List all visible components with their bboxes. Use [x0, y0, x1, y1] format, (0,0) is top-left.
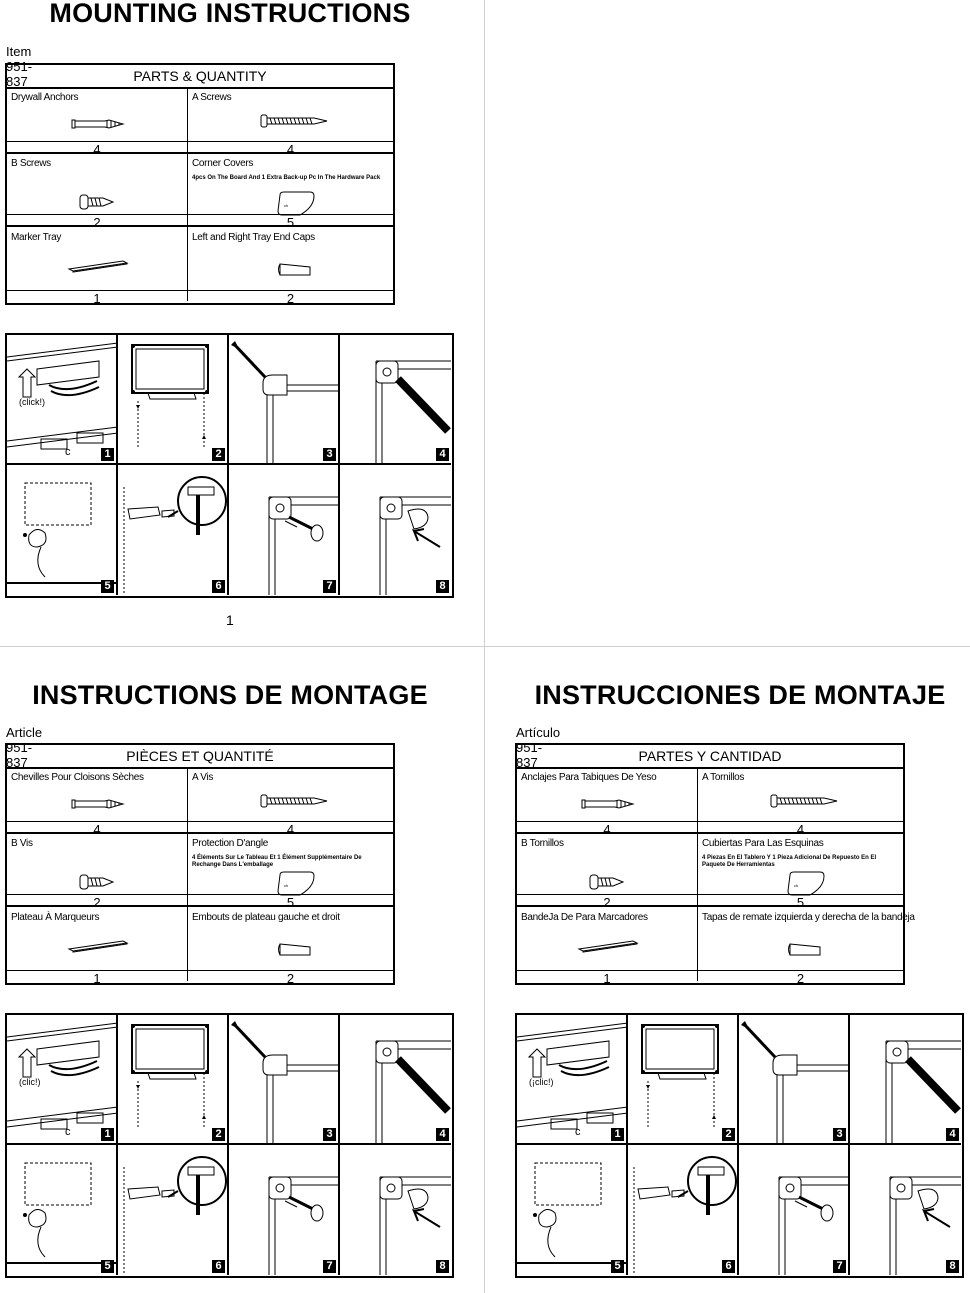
tray-end-caps-label: Tapas de remate izquierda y derecha de la bandeja	[702, 912, 915, 923]
parts-row	[7, 767, 393, 837]
step-4-diagram	[340, 335, 451, 465]
step-8-diagram	[340, 465, 451, 595]
horizontal-divider	[0, 646, 970, 647]
item-number: Article 951-837	[6, 725, 43, 770]
tray-icon	[67, 259, 129, 278]
step-diagrams	[5, 1013, 454, 1278]
a-screws-quantity: 4	[796, 822, 805, 837]
step-number: 7	[833, 1260, 846, 1273]
drywall-anchors-cell	[7, 87, 188, 157]
step-6-diagram	[628, 1145, 739, 1275]
corner-covers-cell	[188, 153, 393, 230]
step-1-diagram	[7, 335, 118, 465]
drywall-anchors-quantity: 4	[93, 142, 101, 157]
step-5-diagram	[517, 1145, 628, 1275]
svg-text:c: c	[575, 1126, 581, 1138]
tray-end-caps-quantity: 2	[796, 971, 805, 986]
step-3-diagram	[739, 1015, 850, 1145]
step-number: 1	[101, 448, 114, 461]
step-number: 8	[946, 1260, 959, 1273]
step-number: 2	[212, 448, 225, 461]
svg-text:ch: ch	[794, 883, 799, 888]
step-5-diagram	[7, 1145, 118, 1275]
step-diagrams	[515, 1013, 964, 1278]
endcap-icon	[276, 261, 316, 282]
parts-row	[7, 907, 393, 986]
step-7-diagram	[229, 1145, 340, 1275]
anchor-icon	[71, 117, 127, 136]
marker-tray-cell	[7, 907, 188, 986]
parts-row	[7, 227, 393, 306]
step-4-diagram	[340, 1015, 451, 1145]
step-number: 8	[436, 580, 449, 593]
step-5-diagram	[7, 465, 118, 595]
marker-tray-quantity: 1	[93, 291, 101, 306]
step-number: 1	[101, 1128, 114, 1141]
screwA-icon	[770, 793, 840, 814]
step-6-diagram	[118, 1145, 229, 1275]
corner-covers-quantity: 5	[286, 215, 295, 230]
corner-covers-label: Cubiertas Para Las Esquinas	[702, 838, 824, 849]
step-7-diagram	[739, 1145, 850, 1275]
svg-text:ch: ch	[284, 883, 289, 888]
tray-icon	[577, 939, 639, 958]
corner-covers-cell	[188, 833, 393, 910]
a-screws-label: A Screws	[192, 92, 232, 103]
step-4-diagram	[850, 1015, 961, 1145]
marker-tray-quantity: 1	[93, 971, 101, 986]
marker-tray-label: Plateau À Marqueurs	[11, 912, 100, 923]
parts-row	[7, 153, 393, 230]
step-7-diagram	[229, 465, 340, 595]
drywall-anchors-label: Anclajes Para Tabiques De Yeso	[521, 772, 657, 783]
a-screws-cell	[188, 767, 393, 837]
page-title: INSTRUCCIONES DE MONTAJE	[534, 680, 946, 710]
screwA-icon	[260, 793, 330, 814]
anchor-icon	[71, 797, 127, 816]
corner-covers-label: Corner Covers	[192, 158, 254, 169]
b-screws-quantity: 2	[603, 895, 611, 910]
corner-covers-label: Protection D'angle	[192, 838, 269, 849]
parts-table-header: PARTS & QUANTITY	[7, 65, 393, 89]
parts-row	[517, 833, 903, 910]
step-number: 5	[101, 1260, 114, 1273]
screwB-icon	[589, 873, 625, 896]
step-3-diagram	[229, 335, 340, 465]
a-screws-label: A Tornillos	[702, 772, 745, 783]
a-screws-label: A Vis	[192, 772, 214, 783]
parts-table	[5, 63, 395, 305]
parts-table	[515, 743, 915, 986]
svg-text:c: c	[65, 446, 71, 458]
endcap-icon	[786, 941, 826, 962]
b-screws-cell	[517, 833, 698, 910]
b-screws-label: B Tornillos	[521, 838, 564, 849]
tray-icon	[67, 939, 129, 958]
b-screws-label: B Screws	[11, 158, 51, 169]
drywall-anchors-quantity: 4	[603, 822, 611, 837]
step-3-diagram	[229, 1015, 340, 1145]
b-screws-quantity: 2	[93, 895, 101, 910]
step-2-diagram	[628, 1015, 739, 1145]
corner-covers-note: 4 Piezas En El Tablero Y 1 Pieza Adicional De Repuesto En El Paquete De Herramientas	[702, 855, 877, 868]
corner-covers-quantity: 5	[796, 895, 805, 910]
screwB-icon	[79, 873, 115, 896]
parts-row	[7, 87, 393, 157]
step-number: 2	[722, 1128, 735, 1141]
page-number: 1	[226, 612, 234, 628]
step-number: 3	[323, 1128, 336, 1141]
step-8-diagram	[850, 1145, 961, 1275]
drywall-anchors-quantity: 4	[93, 822, 101, 837]
step-number: 5	[101, 580, 114, 593]
step-number: 4	[436, 448, 449, 461]
parts-row	[517, 767, 903, 837]
drywall-anchors-label: Chevilles Pour Cloisons Sèches	[11, 772, 144, 783]
step-2-diagram	[118, 1015, 229, 1145]
b-screws-cell	[7, 153, 188, 230]
b-screws-cell	[7, 833, 188, 910]
step-number: 5	[611, 1260, 624, 1273]
item-number: Artículo 951-837	[516, 725, 561, 770]
a-screws-quantity: 4	[286, 822, 295, 837]
step-number: 6	[212, 580, 225, 593]
svg-text:ch: ch	[284, 203, 289, 208]
marker-tray-quantity: 1	[603, 971, 611, 986]
step-6-diagram	[118, 465, 229, 595]
parts-table-header: PARTES Y CANTIDAD	[517, 745, 903, 769]
step-number: 6	[722, 1260, 735, 1273]
tray-end-caps-cell	[188, 227, 393, 306]
click-label: (click!)	[19, 397, 45, 407]
tray-end-caps-quantity: 2	[286, 971, 295, 986]
step-number: 3	[833, 1128, 846, 1141]
svg-text:c: c	[65, 1126, 71, 1138]
step-number: 4	[436, 1128, 449, 1141]
endcap-icon	[276, 941, 316, 962]
step-number: 4	[946, 1128, 959, 1141]
step-2-diagram	[118, 335, 229, 465]
drywall-anchors-cell	[7, 767, 188, 837]
corner-covers-cell	[698, 833, 903, 910]
corner-covers-quantity: 5	[286, 895, 295, 910]
step-number: 2	[212, 1128, 225, 1141]
marker-tray-label: Marker Tray	[11, 232, 62, 243]
step-diagrams	[5, 333, 454, 598]
tray-end-caps-cell	[698, 907, 915, 986]
step-1-diagram	[517, 1015, 628, 1145]
a-screws-cell	[188, 87, 393, 157]
tray-end-caps-label: Embouts de plateau gauche et droit	[192, 912, 340, 923]
parts-table	[5, 743, 395, 985]
tray-end-caps-quantity: 2	[286, 291, 295, 306]
page-title: MOUNTING INSTRUCTIONS	[49, 0, 411, 28]
parts-row	[517, 907, 915, 986]
parts-table-header: PIÈCES ET QUANTITÉ	[7, 745, 393, 769]
corner-covers-note: 4pcs On The Board And 1 Extra Back-up Pc In The Hardware Pack	[192, 175, 381, 181]
step-number: 3	[323, 448, 336, 461]
click-label: (clic!)	[19, 1077, 41, 1087]
drywall-anchors-cell	[517, 767, 698, 837]
step-number: 7	[323, 580, 336, 593]
corner-covers-note: 4 Éléments Sur Le Tableau Et 1 Élément Supplémentaire De Rechange Dans L'emballage	[192, 855, 362, 868]
screwB-icon	[79, 193, 115, 216]
b-screws-label: B Vis	[11, 838, 33, 849]
anchor-icon	[581, 797, 637, 816]
step-number: 1	[611, 1128, 624, 1141]
step-1-diagram	[7, 1015, 118, 1145]
screwA-icon	[260, 113, 330, 134]
parts-row	[7, 833, 393, 910]
click-label: (¡clic!)	[529, 1077, 554, 1087]
b-screws-quantity: 2	[93, 215, 101, 230]
step-number: 8	[436, 1260, 449, 1273]
marker-tray-cell	[517, 907, 698, 986]
item-number: Item 951-837	[6, 44, 33, 89]
drywall-anchors-label: Drywall Anchors	[11, 92, 79, 103]
marker-tray-cell	[7, 227, 188, 306]
step-8-diagram	[340, 1145, 451, 1275]
tray-end-caps-label: Left and Right Tray End Caps	[192, 232, 315, 243]
marker-tray-label: BandeJa De Para Marcadores	[521, 912, 648, 923]
a-screws-cell	[698, 767, 903, 837]
tray-end-caps-cell	[188, 907, 393, 986]
step-number: 6	[212, 1260, 225, 1273]
a-screws-quantity: 4	[286, 142, 295, 157]
page-title: INSTRUCTIONS DE MONTAGE	[32, 680, 428, 710]
step-number: 7	[323, 1260, 336, 1273]
